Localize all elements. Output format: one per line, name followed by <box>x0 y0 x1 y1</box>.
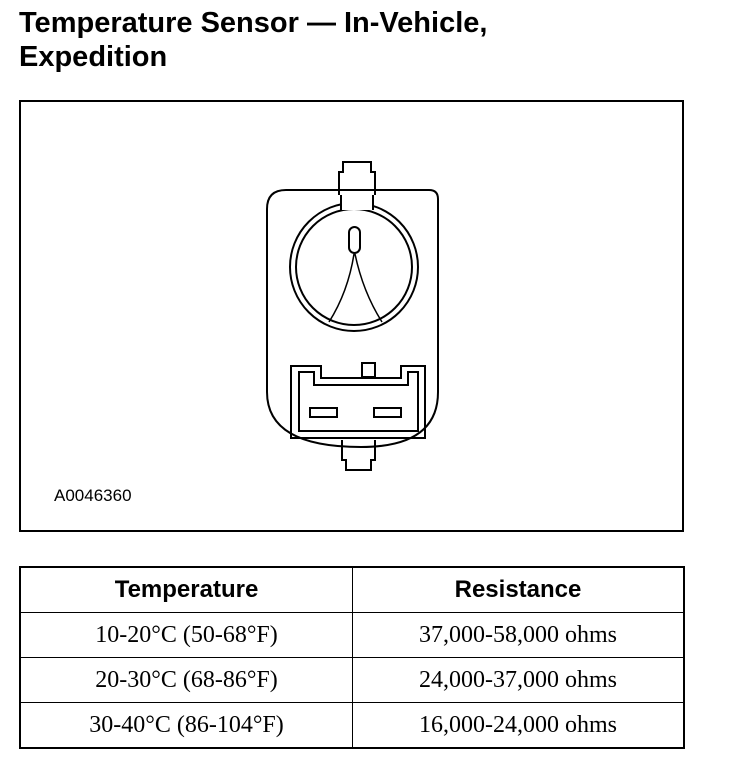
header-temperature: Temperature <box>20 567 353 613</box>
thermistor-lead-left <box>329 254 354 322</box>
figure-id: A0046360 <box>54 486 132 505</box>
sensor-bottom-tab <box>342 440 375 470</box>
figure-frame <box>19 100 684 532</box>
connector-key <box>362 363 375 377</box>
temperature-cell: 20-30°C (68-86°F) <box>20 658 353 703</box>
table-row <box>20 703 684 749</box>
sensor-housing <box>267 190 438 447</box>
sensor-illustration-icon <box>21 102 686 534</box>
connector-inner <box>299 372 418 431</box>
resistance-cell: 16,000-24,000 ohms <box>353 703 685 749</box>
temperature-cell: 30-40°C (86-104°F) <box>20 703 353 749</box>
table-row <box>20 658 684 703</box>
connector-pin-left <box>310 408 337 417</box>
title-line-1: Temperature Sensor — In-Vehicle, <box>19 7 488 39</box>
header-resistance: Resistance <box>353 567 685 613</box>
page-title <box>19 6 487 74</box>
resistance-table <box>19 566 685 749</box>
thermistor-lead-right <box>355 254 382 322</box>
connector-pin-right <box>374 408 401 417</box>
temperature-cell: 10-20°C (50-68°F) <box>20 613 353 658</box>
table-row <box>20 613 684 658</box>
thermistor-bead <box>349 227 360 253</box>
resistance-cell: 24,000-37,000 ohms <box>353 658 685 703</box>
table-header-row <box>20 567 684 613</box>
sensor-outer-ring <box>290 203 418 331</box>
resistance-cell: 37,000-58,000 ohms <box>353 613 685 658</box>
connector-housing <box>291 366 425 438</box>
title-line-2: Expedition <box>19 41 168 73</box>
